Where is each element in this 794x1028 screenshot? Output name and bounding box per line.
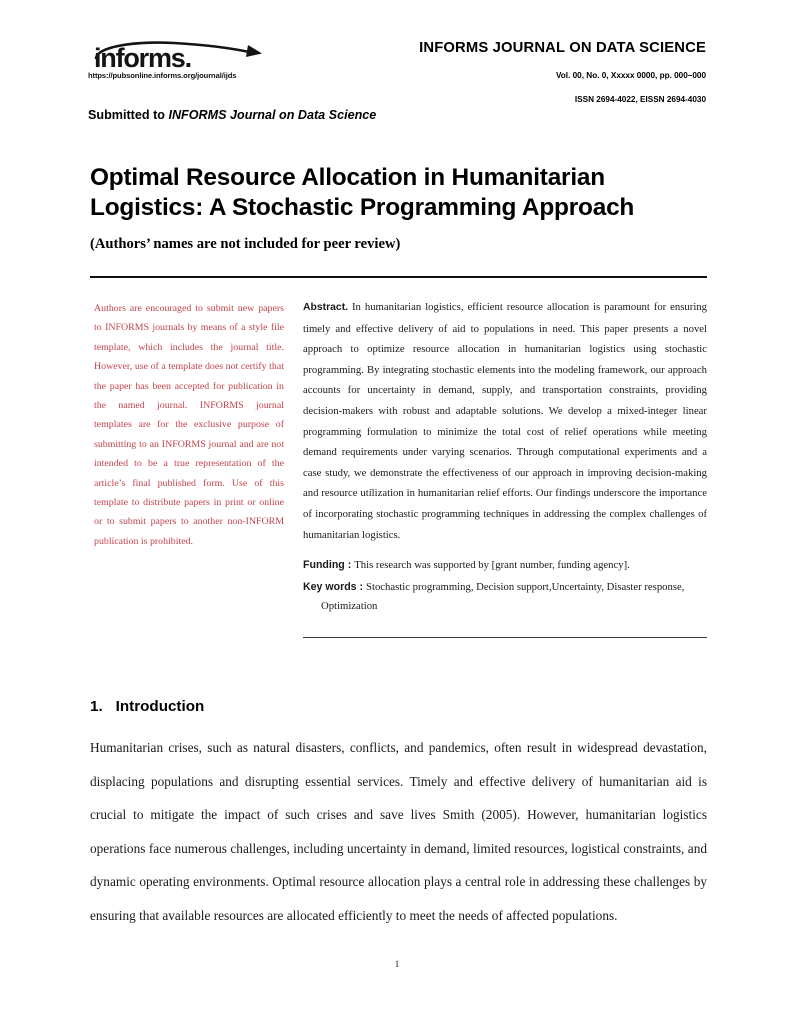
journal-url[interactable]: https://pubsonline.informs.org/journal/ijds — [88, 71, 237, 80]
informs-swoosh-logo-icon — [88, 40, 288, 70]
submitted-to-line — [88, 108, 376, 122]
svg-text:informs.: informs. — [94, 43, 191, 70]
abstract-body: In humanitarian logistics, efficient resource allocation is paramount for ensuring timely and effective delivery of aid to populations in need. This paper presents a novel approach to optimize resource allocation in humanitarian logistics using stochastic programming. By integrating stochastic elements into the modeling framework, our approach accounts for uncertainty in demand, supply, and transportation constraints, providing decision-makers with robust and adaptable solutions. We develop a mixed-integer linear programming formulation to minimize the total cost of relief operations while meeting demand requirements under varying scenarios. Through computational experiments and a case study, we demonstrate the effectiveness of our approach in improving decision-making and resource utilization in humanitarian relief efforts. Our findings underscore the importance of incorporating stochastic programming techniques in addressing the complex challenges of humanitarian logistics. — [303, 301, 707, 541]
section-number: 1. — [90, 698, 103, 715]
body-area — [90, 698, 707, 933]
journal-issn-line: ISSN 2694-4022, EISSN 2694-4030 — [574, 95, 706, 104]
funding-text: This research was supported by [grant number, funding agency]. — [354, 559, 630, 572]
funding-label: Funding : — [303, 559, 352, 572]
body-paragraph: Humanitarian crises, such as natural disasters, conflicts, and pandemics, often result in widespread devastation, displacing populations and disrupting essential services. Timely and effective delivery of humanitarian aid is crucial to mitigate the impact of such crises and save lives Smith (2005). However, humanitarian logistics operations face numerous challenges, including uncertainty in demand, limited resources, logistical constraints, and dynamic operating environments. Optimal resource allocation plays a central role in addressing these challenges by ensuring that available resources are allocated efficiently to meet the needs of affected populations. — [90, 740, 707, 923]
informs-logo — [88, 40, 288, 70]
submitted-prefix: Submitted to — [88, 108, 169, 122]
journal-title: INFORMS JOURNAL ON DATA SCIENCE — [419, 40, 706, 56]
template-disclaimer-note: Authors are encouraged to submit new papers to INFORMS journals by means of a style file template, which includes the journal title. However, use of a template does not certify that the paper has been accepted for publication in the named journal. INFORMS journal templates are for the exclusive purpose of submitting to an INFORMS journal and are not intended to be a true representation of the article’s final published form. Use of this template to distribute papers in print or online or to submit papers to another non-INFORM publication is prohibited. — [94, 303, 284, 547]
masthead — [88, 40, 706, 140]
section-title: Introduction — [115, 698, 205, 715]
section-heading-introduction — [90, 698, 707, 715]
keywords-text: Stochastic programming, Decision support,Uncertainty, Disaster response, Optimization — [321, 580, 685, 613]
journal-volume-line: Vol. 00, No. 0, Xxxxx 0000, pp. 000–000 — [555, 71, 706, 80]
authors-note: (Authors’ names are not included for peer review) — [90, 236, 401, 252]
header-divider — [90, 276, 707, 278]
abstract-divider — [303, 637, 707, 638]
page-number: 1 — [394, 960, 400, 970]
journal-info-block — [376, 40, 706, 104]
keywords-label: Key words : — [303, 580, 364, 593]
brand-block — [88, 40, 388, 122]
submitted-journal-name: INFORMS Journal on Data Science — [168, 108, 377, 122]
funding-line — [303, 556, 707, 576]
keywords-line — [303, 578, 707, 617]
page-title: Optimal Resource Allocation in Humanitarian Logistics: A Stochastic Programming Approach — [90, 164, 635, 221]
abstract-paragraph — [303, 297, 707, 545]
abstract-label: Abstract. — [303, 302, 349, 313]
abstract-column — [303, 297, 707, 617]
title-area — [90, 163, 708, 253]
